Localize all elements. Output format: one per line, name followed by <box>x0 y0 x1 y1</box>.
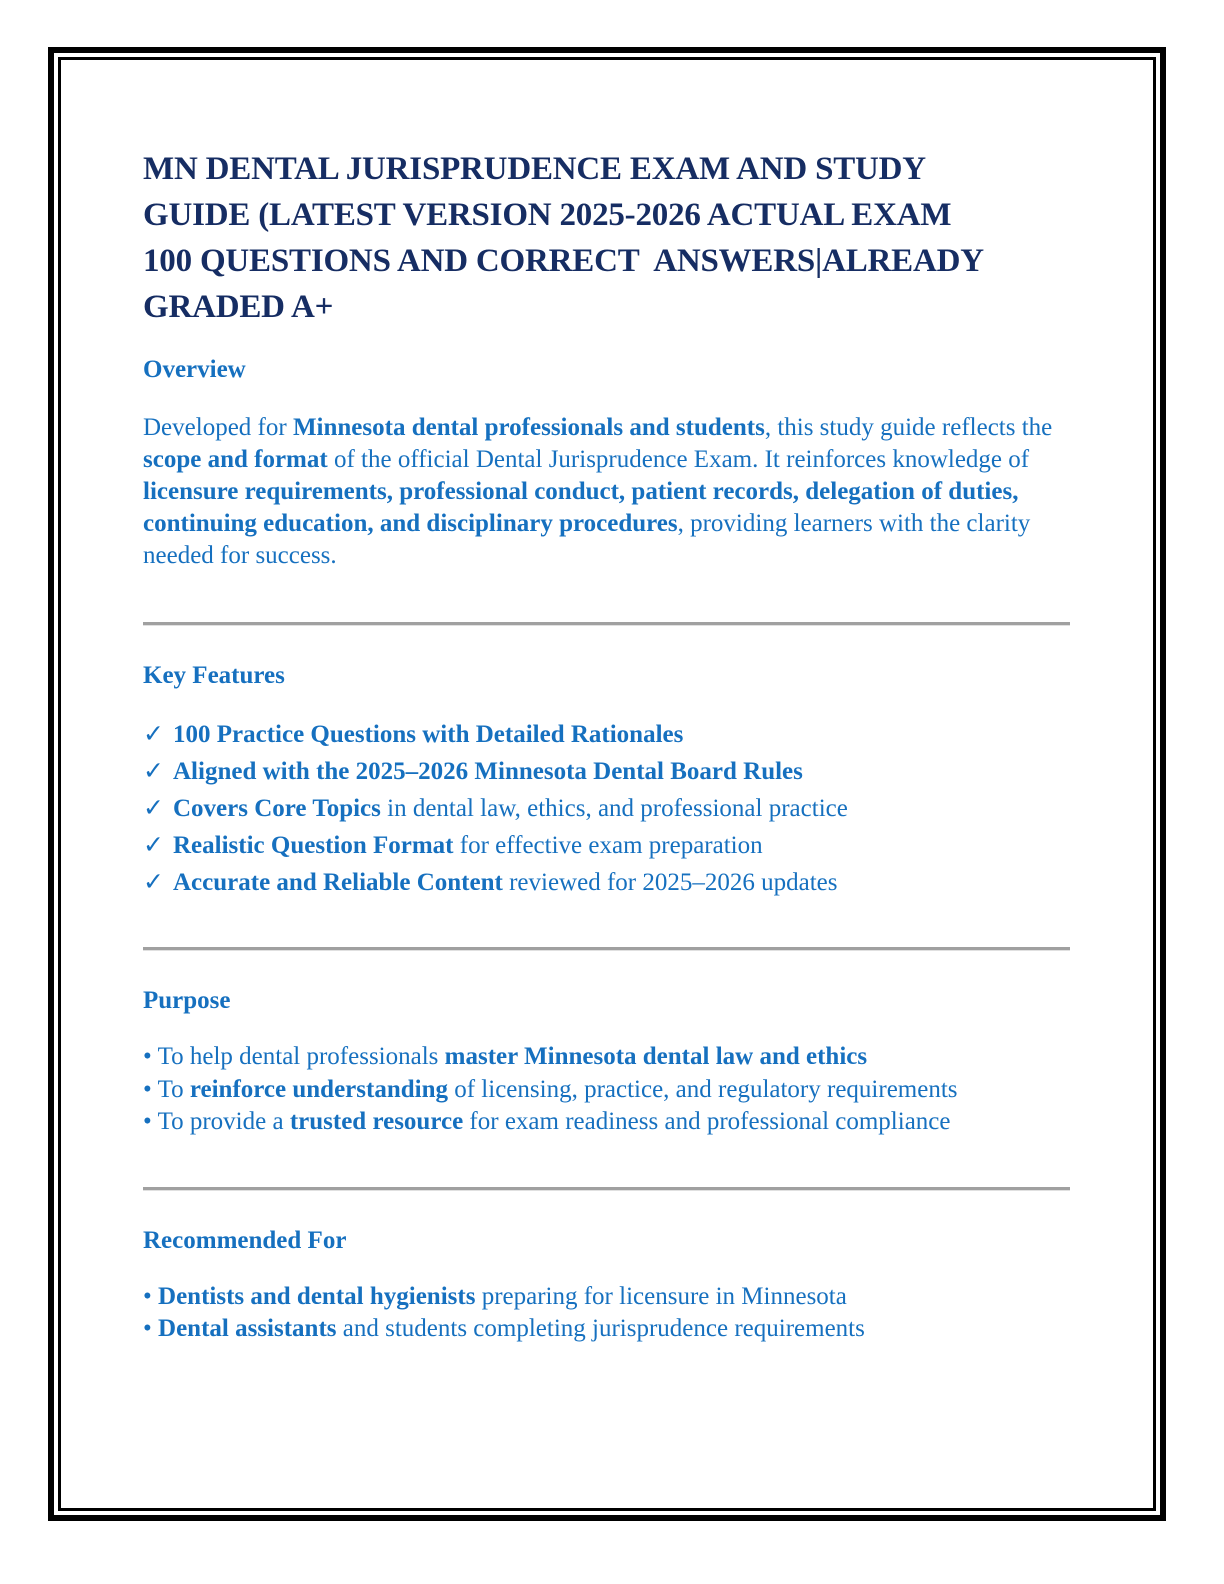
recommended-for-heading: Recommended For <box>143 1226 347 1254</box>
key-features-heading: Key Features <box>143 662 285 689</box>
title-line: GUIDE (LATEST VERSION 2025-2026 ACTUAL EXAM <box>143 197 952 233</box>
feature-bold: Realistic Question Format <box>173 832 454 859</box>
item-rest: and students completing jurisprudence requirements <box>336 1315 865 1342</box>
feature-bold: Aligned with the 2025–2026 Minnesota Dental Board Rules <box>173 758 803 785</box>
section-divider <box>143 1187 1070 1191</box>
section-divider <box>143 947 1070 951</box>
feature-item <box>143 864 1073 901</box>
recommended-for-list <box>143 1281 1073 1346</box>
bullet-icon: • <box>143 1315 152 1342</box>
text-run: , providing learners with the clarity needed for success. <box>143 510 1031 569</box>
item-text: To provide a <box>157 1108 290 1135</box>
feature-rest: for effective exam preparation <box>453 832 763 859</box>
document-title <box>143 146 1073 330</box>
purpose-item <box>143 1041 1073 1074</box>
feature-item <box>143 827 1073 864</box>
item-bold: master Minnesota dental law and ethics <box>444 1043 868 1070</box>
item-text: To help dental professionals <box>157 1043 445 1070</box>
feature-item <box>143 753 1073 790</box>
feature-rest: in dental law, ethics, and professional practice <box>380 795 848 822</box>
check-mark-icon: ✓ <box>143 721 164 748</box>
feature-bold: Accurate and Reliable Content <box>173 869 503 896</box>
purpose-list <box>143 1041 1073 1139</box>
purpose-item <box>143 1074 1073 1107</box>
bullet-icon: • <box>143 1282 152 1310</box>
item-rest: preparing for licensure in Minnesota <box>475 1282 847 1310</box>
recommended-item <box>143 1313 1073 1346</box>
bullet-icon: • <box>143 1075 152 1103</box>
title-line: MN DENTAL JURISPRUDENCE EXAM AND STUDY <box>143 151 926 187</box>
purpose-heading: Purpose <box>143 987 231 1014</box>
text-run-bold: Minnesota dental professionals and students <box>292 414 765 441</box>
text-run-bold: scope and format <box>143 446 328 473</box>
feature-rest: reviewed for 2025–2026 updates <box>502 869 838 896</box>
feature-bold: 100 Practice Questions with Detailed Rationales <box>173 721 684 748</box>
item-rest: of licensing, practice, and regulatory requirements <box>447 1075 958 1103</box>
feature-item <box>143 716 1073 753</box>
feature-bold: Covers Core Topics <box>173 795 381 822</box>
bullet-icon: • <box>143 1043 152 1070</box>
text-run-bold: licensure requirements, professional conduct, patient records, delegation of duties, continuing education, and disciplinary procedures <box>143 478 1019 537</box>
text-run: , this study guide reflects the <box>764 414 1053 441</box>
check-mark-icon: ✓ <box>143 795 164 822</box>
item-rest: for exam readiness and professional compliance <box>463 1108 951 1135</box>
section-divider <box>143 622 1070 626</box>
item-bold: trusted resource <box>289 1108 464 1135</box>
overview-paragraph <box>143 412 1073 572</box>
check-mark-icon: ✓ <box>143 869 164 896</box>
title-line: 100 QUESTIONS AND CORRECT ANSWERS|ALREADY <box>143 243 984 279</box>
item-bold: Dental assistants <box>158 1315 337 1342</box>
text-run: Developed for <box>143 414 293 441</box>
title-line: GRADED A+ <box>143 289 334 325</box>
item-bold: reinforce understanding <box>189 1075 448 1103</box>
purpose-item <box>143 1106 1073 1139</box>
item-bold: Dentists and dental hygienists <box>158 1282 476 1310</box>
recommended-item <box>143 1281 1073 1314</box>
bullet-icon: • <box>143 1108 152 1135</box>
feature-item <box>143 790 1073 827</box>
text-run: of the official Dental Jurisprudence Exam. It reinforces knowledge of <box>327 446 1030 473</box>
overview-heading: Overview <box>143 356 246 383</box>
key-features-list <box>143 716 1073 901</box>
check-mark-icon: ✓ <box>143 832 164 859</box>
item-text: To <box>157 1075 190 1103</box>
document-body <box>143 146 1073 1346</box>
check-mark-icon: ✓ <box>143 758 164 785</box>
